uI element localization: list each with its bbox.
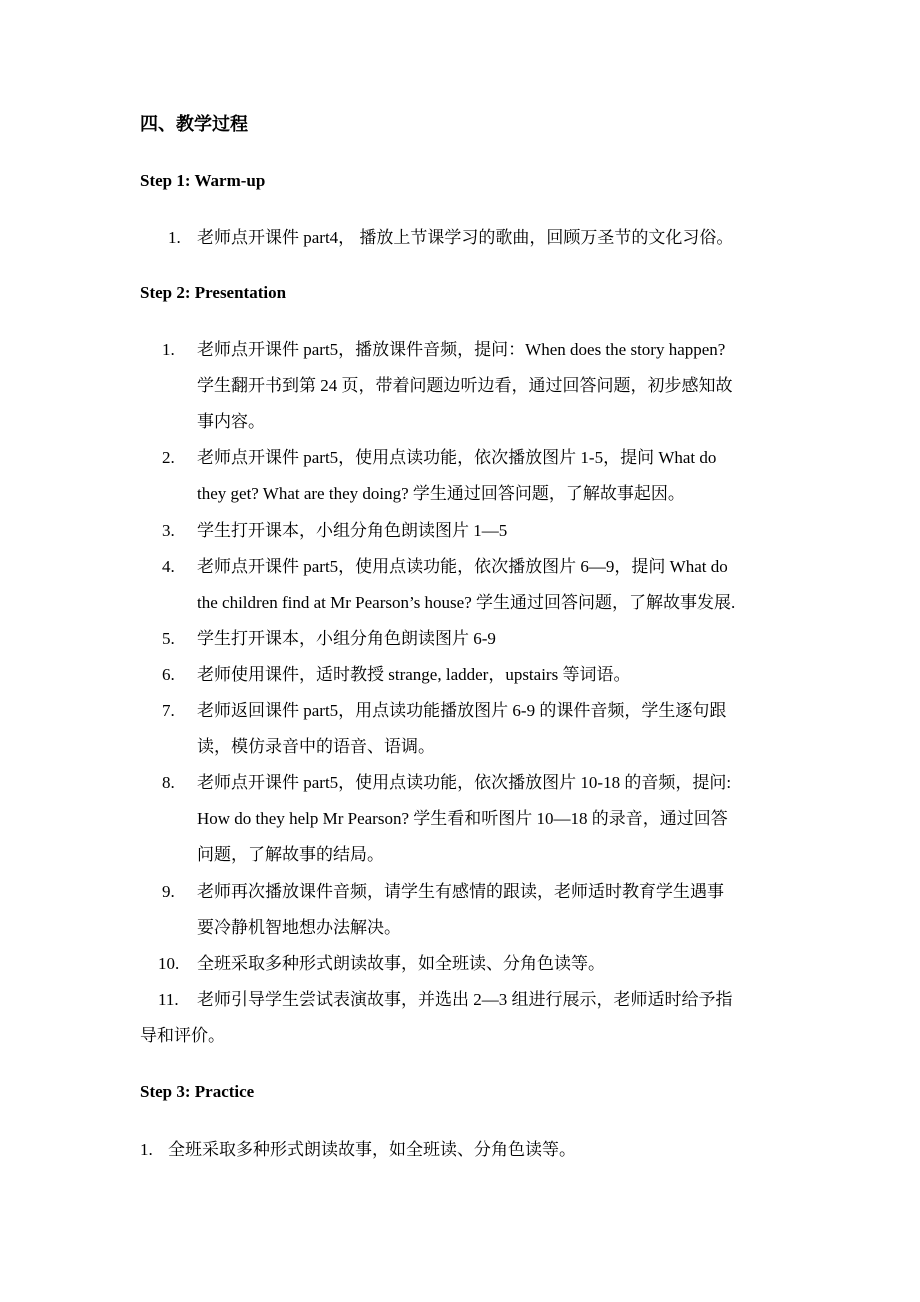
list-item-line: 学生打开课本，小组分角色朗读图片 6-9 — [197, 628, 496, 648]
list-number: 5. — [162, 628, 175, 648]
list-item-line: 老师引导学生尝试表演故事，并选出 2—3 组进行展示，老师适时给予指 — [197, 989, 733, 1009]
list-number: 9. — [162, 881, 175, 901]
list-item-line: 老师使用课件，适时教授 strange, ladder，upstairs 等词语。 — [197, 664, 631, 684]
list-item-line: 老师点开课件 part5，使用点读功能，依次播放图片 6—9，提问 What do — [197, 556, 728, 576]
list-item-line: 老师再次播放课件音频，请学生有感情的跟读，老师适时教育学生遇事 — [197, 881, 724, 901]
section-title: 四、教学过程 — [140, 114, 248, 134]
list-item-line: 读，模仿录音中的语音、语调。 — [197, 737, 435, 757]
step1-heading: Step 1: Warm-up — [140, 171, 266, 190]
list-item-line: 要冷静机智地想办法解决。 — [197, 917, 401, 937]
list-number: 8. — [162, 773, 175, 793]
list-number: 7. — [162, 701, 175, 720]
list-item-line: 学生打开课本，小组分角色朗读图片 1—5 — [197, 520, 508, 540]
list-number: 1. — [162, 340, 175, 359]
list-item-line: 事内容。 — [197, 412, 265, 432]
list-item-line: they get? What are they doing? 学生通过回答问题，了解故事起因。 — [197, 484, 685, 504]
list-item: 全班采取多种形式朗读故事，如全班读、分角色读等。 — [168, 1140, 576, 1159]
list-number: 3. — [162, 520, 175, 540]
list-number: 6. — [162, 664, 175, 684]
list-item-line: 学生翻开书到第 24 页，带着问题边听边看，通过回答问题，初步感知故 — [197, 376, 733, 396]
list-number: 11. — [158, 989, 179, 1009]
step2-heading: Step 2: Presentation — [140, 283, 287, 302]
list-item-line: How do they help Mr Pearson? 学生看和听图片 10—18 的录音，通过回答 — [197, 809, 728, 829]
list-item-line: 老师点开课件 part5，播放课件音频，提问：When does the story happen? — [197, 340, 726, 359]
list-number: 1. — [140, 1140, 153, 1159]
list-item-line: 老师点开课件 part5，使用点读功能，依次播放图片 1-5，提问 What do — [197, 448, 717, 468]
list-number: 2. — [162, 448, 175, 468]
list-item-line: 问题，了解故事的结局。 — [197, 845, 384, 865]
step3-heading: Step 3: Practice — [140, 1082, 255, 1101]
list-number: 4. — [162, 556, 175, 576]
list-item-line: 导和评价。 — [140, 1025, 225, 1045]
list-item: 老师点开课件 part4， 播放上节课学习的歌曲，回顾万圣节的文化习俗。 — [197, 228, 734, 247]
list-item-line: 全班采取多种形式朗读故事，如全班读、分角色读等。 — [197, 953, 605, 973]
list-item-line: the children find at Mr Pearson’s house? 学生通过回答问题，了解故事发展. — [197, 592, 736, 612]
list-item-line: 老师点开课件 part5，使用点读功能，依次播放图片 10-18 的音频，提问: — [197, 773, 732, 793]
list-number: 10. — [158, 953, 180, 973]
list-number: 1. — [168, 228, 181, 247]
list-item-line: 老师返回课件 part5，用点读功能播放图片 6-9 的课件音频，学生逐句跟 — [197, 701, 727, 720]
